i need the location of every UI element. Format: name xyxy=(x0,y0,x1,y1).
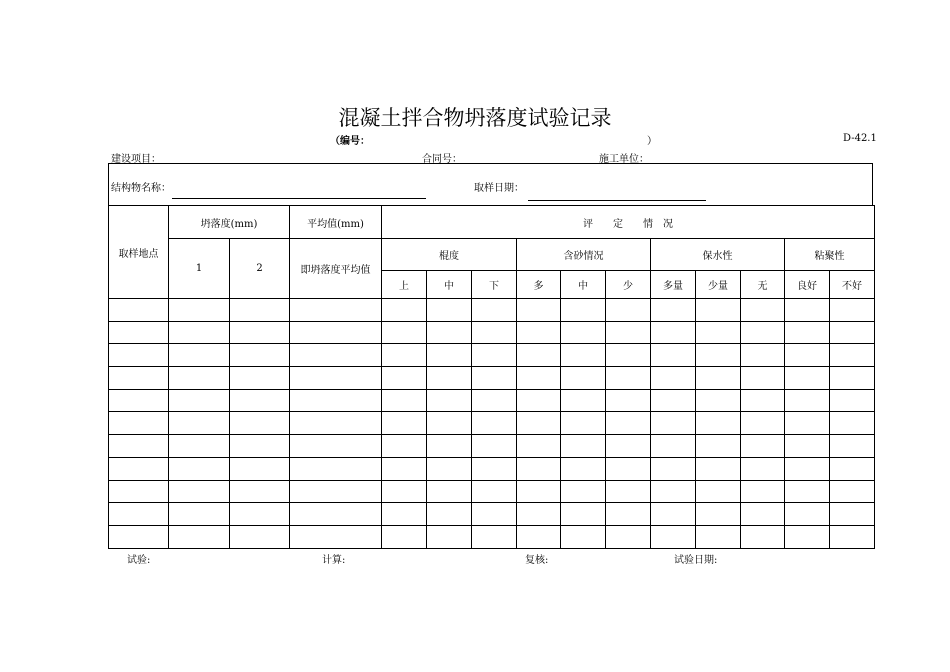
table-cell[interactable] xyxy=(785,480,830,503)
table-cell[interactable] xyxy=(741,525,785,548)
table-cell[interactable] xyxy=(427,344,472,367)
sub-header: 中 xyxy=(427,271,472,299)
table-cell[interactable] xyxy=(109,480,169,503)
table-cell[interactable] xyxy=(109,367,169,390)
table-cell[interactable] xyxy=(606,435,651,458)
footer-test-date-label: 试验日期: xyxy=(674,555,718,566)
table-cell[interactable] xyxy=(290,525,382,548)
table-cell[interactable] xyxy=(230,480,290,503)
table-cell[interactable] xyxy=(109,503,169,526)
table-cell[interactable] xyxy=(561,457,606,480)
sample-date-label: 取样日期： xyxy=(474,183,524,194)
table-cell[interactable] xyxy=(606,389,651,412)
table-cell[interactable] xyxy=(517,344,561,367)
table-cell[interactable] xyxy=(517,389,561,412)
table-cell[interactable] xyxy=(606,412,651,435)
table-cell[interactable] xyxy=(830,321,875,344)
form-number-label: （编号： xyxy=(330,136,370,147)
table-cell[interactable] xyxy=(785,321,830,344)
table-cell[interactable] xyxy=(830,299,875,322)
table-cell[interactable] xyxy=(651,367,696,390)
table-cell[interactable] xyxy=(427,412,472,435)
table-cell[interactable] xyxy=(785,457,830,480)
table-cell[interactable] xyxy=(472,344,517,367)
table-cell[interactable] xyxy=(561,344,606,367)
table-cell[interactable] xyxy=(169,299,230,322)
sampling-location-header: 取样地点 xyxy=(109,206,169,299)
table-cell[interactable] xyxy=(382,435,427,458)
table-cell[interactable] xyxy=(830,367,875,390)
table-cell[interactable] xyxy=(561,480,606,503)
table-cell[interactable] xyxy=(517,299,561,322)
table-cell[interactable] xyxy=(382,525,427,548)
table-cell[interactable] xyxy=(696,344,741,367)
evaluation-header: 评 定 情 况 xyxy=(382,206,875,239)
sample-date-field[interactable] xyxy=(528,200,706,201)
record-table xyxy=(108,205,875,549)
table-cell[interactable] xyxy=(561,389,606,412)
table-cell[interactable] xyxy=(561,525,606,548)
table-cell[interactable] xyxy=(606,299,651,322)
table-cell[interactable] xyxy=(169,321,230,344)
table-cell[interactable] xyxy=(517,457,561,480)
table-cell[interactable] xyxy=(696,389,741,412)
table-cell[interactable] xyxy=(785,389,830,412)
table-cell[interactable] xyxy=(472,299,517,322)
form-number-close: ） xyxy=(647,136,657,147)
table-cell[interactable] xyxy=(830,412,875,435)
table-cell[interactable] xyxy=(741,457,785,480)
table-cell[interactable] xyxy=(382,412,427,435)
table-cell[interactable] xyxy=(427,525,472,548)
table-cell[interactable] xyxy=(696,435,741,458)
slump-header: 坍落度(mm) xyxy=(169,206,290,239)
table-cell[interactable] xyxy=(230,457,290,480)
table-cell[interactable] xyxy=(472,480,517,503)
table-cell[interactable] xyxy=(290,367,382,390)
table-cell[interactable] xyxy=(230,525,290,548)
table-cell[interactable] xyxy=(517,367,561,390)
contract-label: 合同号： xyxy=(422,154,462,165)
table-cell[interactable] xyxy=(741,344,785,367)
table-cell[interactable] xyxy=(561,412,606,435)
table-cell[interactable] xyxy=(230,321,290,344)
table-cell[interactable] xyxy=(109,412,169,435)
table-cell[interactable] xyxy=(169,525,230,548)
table-cell[interactable] xyxy=(109,389,169,412)
table-cell[interactable] xyxy=(382,503,427,526)
table-row xyxy=(109,435,875,458)
table-cell[interactable] xyxy=(561,321,606,344)
table-cell[interactable] xyxy=(169,367,230,390)
table-cell[interactable] xyxy=(109,299,169,322)
sub-header: 良好 xyxy=(785,271,830,299)
table-cell[interactable] xyxy=(427,299,472,322)
table-cell[interactable] xyxy=(427,321,472,344)
table-cell[interactable] xyxy=(651,525,696,548)
table-cell[interactable] xyxy=(472,457,517,480)
footer-review-label: 复核: xyxy=(525,555,549,566)
table-row xyxy=(109,480,875,503)
table-cell[interactable] xyxy=(517,321,561,344)
table-cell[interactable] xyxy=(290,457,382,480)
table-cell[interactable] xyxy=(741,367,785,390)
table-cell[interactable] xyxy=(230,503,290,526)
slump-col-1: 1 xyxy=(169,239,230,299)
table-cell[interactable] xyxy=(472,321,517,344)
table-cell[interactable] xyxy=(696,412,741,435)
table-cell[interactable] xyxy=(561,435,606,458)
table-cell[interactable] xyxy=(606,321,651,344)
table-cell[interactable] xyxy=(606,480,651,503)
table-cell[interactable] xyxy=(517,503,561,526)
table-cell[interactable] xyxy=(606,457,651,480)
table-cell[interactable] xyxy=(472,412,517,435)
table-cell[interactable] xyxy=(606,525,651,548)
table-cell[interactable] xyxy=(651,321,696,344)
table-cell[interactable] xyxy=(517,525,561,548)
sub-header: 上 xyxy=(382,271,427,299)
table-cell[interactable] xyxy=(290,503,382,526)
table-cell[interactable] xyxy=(472,525,517,548)
structure-name-label: 结构物名称： xyxy=(111,183,171,194)
table-cell[interactable] xyxy=(741,503,785,526)
table-cell[interactable] xyxy=(169,389,230,412)
table-row xyxy=(109,457,875,480)
table-cell[interactable] xyxy=(427,435,472,458)
table-cell[interactable] xyxy=(785,503,830,526)
average-subheader: 即坍落度平均值 xyxy=(290,239,382,299)
table-cell[interactable] xyxy=(427,480,472,503)
page-title: 混凝土拌合物坍落度试验记录 xyxy=(338,106,612,130)
table-cell[interactable] xyxy=(741,480,785,503)
footer-calc-label: 计算: xyxy=(322,555,346,566)
table-cell[interactable] xyxy=(830,435,875,458)
table-cell[interactable] xyxy=(561,299,606,322)
table-cell[interactable] xyxy=(472,389,517,412)
table-cell[interactable] xyxy=(109,344,169,367)
table-cell[interactable] xyxy=(109,525,169,548)
table-cell[interactable] xyxy=(427,367,472,390)
table-cell[interactable] xyxy=(741,412,785,435)
table-cell[interactable] xyxy=(169,503,230,526)
table-cell[interactable] xyxy=(382,480,427,503)
table-cell[interactable] xyxy=(290,321,382,344)
table-cell[interactable] xyxy=(830,480,875,503)
table-cell[interactable] xyxy=(830,503,875,526)
table-cell[interactable] xyxy=(382,299,427,322)
table-cell[interactable] xyxy=(606,503,651,526)
table-cell[interactable] xyxy=(696,525,741,548)
table-cell[interactable] xyxy=(169,480,230,503)
table-cell[interactable] xyxy=(230,344,290,367)
table-row xyxy=(109,344,875,367)
sub-header: 多量 xyxy=(651,271,696,299)
table-cell[interactable] xyxy=(427,389,472,412)
table-cell[interactable] xyxy=(651,389,696,412)
table-row xyxy=(109,525,875,548)
table-cell[interactable] xyxy=(472,367,517,390)
project-label: 建设项目： xyxy=(111,154,161,165)
table-cell[interactable] xyxy=(230,435,290,458)
table-cell[interactable] xyxy=(696,457,741,480)
table-cell[interactable] xyxy=(651,299,696,322)
table-cell[interactable] xyxy=(230,299,290,322)
sub-header: 少量 xyxy=(696,271,741,299)
table-cell[interactable] xyxy=(230,367,290,390)
table-cell[interactable] xyxy=(651,457,696,480)
sub-header: 中 xyxy=(561,271,606,299)
table-cell[interactable] xyxy=(830,344,875,367)
table-cell[interactable] xyxy=(785,367,830,390)
table-cell[interactable] xyxy=(741,321,785,344)
table-cell[interactable] xyxy=(290,344,382,367)
table-cell[interactable] xyxy=(517,412,561,435)
table-cell[interactable] xyxy=(785,525,830,548)
table-cell[interactable] xyxy=(382,367,427,390)
table-cell[interactable] xyxy=(830,389,875,412)
group-header-tamping: 棍度 xyxy=(382,239,517,271)
table-cell[interactable] xyxy=(830,525,875,548)
table-cell[interactable] xyxy=(427,457,472,480)
table-cell[interactable] xyxy=(472,435,517,458)
table-cell[interactable] xyxy=(517,435,561,458)
table-cell[interactable] xyxy=(382,457,427,480)
table-cell[interactable] xyxy=(169,457,230,480)
sub-header: 下 xyxy=(472,271,517,299)
average-header: 平均值(mm) xyxy=(290,206,382,239)
footer-test-label: 试验: xyxy=(127,555,151,566)
table-cell[interactable] xyxy=(785,435,830,458)
structure-name-field[interactable] xyxy=(172,198,426,199)
table-cell[interactable] xyxy=(696,321,741,344)
table-cell[interactable] xyxy=(741,389,785,412)
group-header-water-retention: 保水性 xyxy=(651,239,785,271)
table-cell[interactable] xyxy=(230,412,290,435)
table-row xyxy=(109,389,875,412)
sub-header: 少 xyxy=(606,271,651,299)
table-cell[interactable] xyxy=(472,503,517,526)
table-cell[interactable] xyxy=(696,503,741,526)
slump-col-2: 2 xyxy=(230,239,290,299)
table-cell[interactable] xyxy=(169,344,230,367)
table-cell[interactable] xyxy=(651,435,696,458)
group-header-cohesion: 粘聚性 xyxy=(785,239,875,271)
table-cell[interactable] xyxy=(606,344,651,367)
table-cell[interactable] xyxy=(290,480,382,503)
table-row xyxy=(109,321,875,344)
table-row xyxy=(109,503,875,526)
table-cell[interactable] xyxy=(785,299,830,322)
sub-header: 多 xyxy=(517,271,561,299)
table-cell[interactable] xyxy=(230,389,290,412)
table-cell[interactable] xyxy=(427,503,472,526)
table-cell[interactable] xyxy=(785,344,830,367)
table-cell[interactable] xyxy=(741,299,785,322)
table-cell[interactable] xyxy=(651,344,696,367)
table-cell[interactable] xyxy=(169,435,230,458)
table-cell[interactable] xyxy=(290,435,382,458)
table-cell[interactable] xyxy=(785,412,830,435)
table-cell[interactable] xyxy=(517,480,561,503)
table-cell[interactable] xyxy=(109,321,169,344)
table-row xyxy=(109,412,875,435)
group-header-sand: 含砂情况 xyxy=(517,239,651,271)
table-cell[interactable] xyxy=(290,389,382,412)
construction-unit-label: 施工单位： xyxy=(599,154,649,165)
document-code: D-42.1 xyxy=(843,133,877,144)
sub-header: 不好 xyxy=(830,271,875,299)
table-cell[interactable] xyxy=(696,367,741,390)
table-cell[interactable] xyxy=(696,480,741,503)
table-cell[interactable] xyxy=(606,367,651,390)
table-cell[interactable] xyxy=(741,435,785,458)
table-cell[interactable] xyxy=(382,321,427,344)
table-cell[interactable] xyxy=(830,457,875,480)
table-cell[interactable] xyxy=(290,412,382,435)
table-cell[interactable] xyxy=(109,435,169,458)
table-cell[interactable] xyxy=(696,299,741,322)
table-cell[interactable] xyxy=(382,389,427,412)
table-cell[interactable] xyxy=(651,480,696,503)
table-row xyxy=(109,367,875,390)
table-cell[interactable] xyxy=(169,412,230,435)
table-cell[interactable] xyxy=(651,503,696,526)
table-cell[interactable] xyxy=(109,457,169,480)
table-cell[interactable] xyxy=(561,367,606,390)
table-row xyxy=(109,299,875,322)
table-cell[interactable] xyxy=(651,412,696,435)
table-cell[interactable] xyxy=(561,503,606,526)
table-cell[interactable] xyxy=(382,344,427,367)
sub-header: 无 xyxy=(741,271,785,299)
table-cell[interactable] xyxy=(290,299,382,322)
